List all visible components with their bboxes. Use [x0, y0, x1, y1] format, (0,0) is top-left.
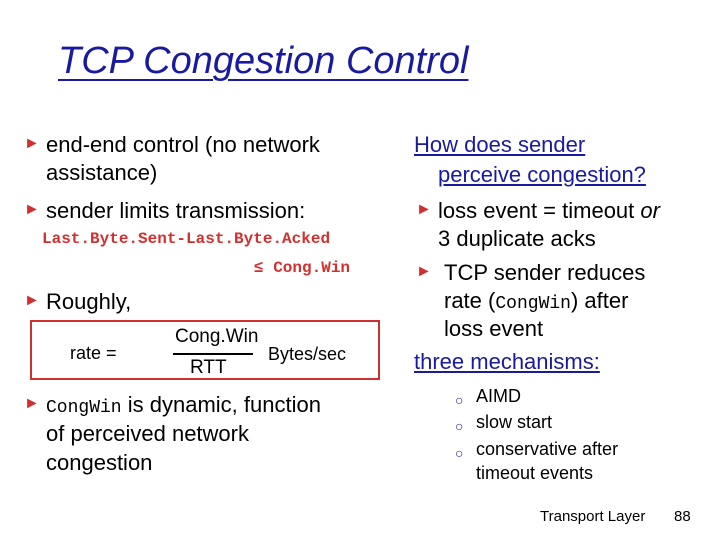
bullet-congwin-dynamic-cont1: of perceived network — [46, 421, 249, 446]
loss-event-or: or — [640, 198, 660, 223]
question-heading: How does sender — [414, 132, 586, 157]
sub-bullet-marker — [455, 418, 463, 434]
bullet-sender-limits: sender limits transmission: — [46, 198, 306, 223]
mechanisms-heading: three mechanisms: — [414, 349, 600, 374]
bullet-marker — [24, 135, 40, 153]
formula-lhs: rate = — [70, 343, 117, 363]
bullet-marker — [24, 292, 40, 310]
congwin-dynamic-text: is dynamic, function — [121, 392, 321, 417]
slide-title: TCP Congestion Control — [58, 40, 469, 82]
footer-section: Transport Layer — [540, 508, 646, 525]
bullet-marker — [24, 201, 40, 219]
bullet-marker — [416, 263, 432, 281]
mechanism-conservative-cont: timeout events — [476, 463, 594, 483]
congwin-code-right: CongWin — [495, 294, 571, 314]
bullet-end-end-control: end-end control (no network — [46, 132, 320, 157]
rate-open: rate ( — [444, 288, 496, 313]
bullet-congwin-dynamic-cont2: congestion — [46, 450, 153, 475]
formula-numerator: Cong.Win — [175, 326, 259, 347]
formula-unit: Bytes/sec — [268, 344, 347, 364]
mechanism-aimd: AIMD — [476, 386, 521, 406]
bullet-roughly: Roughly, — [46, 289, 132, 314]
bullet-loss-event — [438, 198, 660, 224]
sub-bullet-marker — [455, 392, 463, 408]
bullet-sender-reduces-cont2: loss event — [444, 316, 544, 341]
congwin-code: CongWin — [46, 398, 122, 418]
loss-event-text: loss event = timeout — [438, 198, 641, 223]
bullet-loss-event-cont: 3 duplicate acks — [438, 226, 596, 251]
bullet-sender-reduces-cont1 — [444, 288, 628, 317]
mechanism-slow-start: slow start — [476, 412, 553, 432]
rate-close: ) after — [570, 288, 629, 313]
bullet-sender-reduces: TCP sender reduces — [444, 260, 646, 285]
formula-denominator: RTT — [190, 357, 227, 378]
question-heading-cont: perceive congestion? — [438, 162, 646, 187]
bullet-end-end-control-cont: assistance) — [46, 160, 158, 185]
bullet-marker — [24, 395, 40, 413]
mechanism-conservative: conservative after — [476, 439, 619, 459]
code-line-bytes: Last.Byte.Sent-Last.Byte.Acked — [42, 230, 331, 248]
page-number: 88 — [674, 508, 691, 525]
bullet-marker — [416, 201, 432, 219]
code-line-congwin: ≤ Cong.Win — [254, 259, 351, 277]
sub-bullet-marker — [455, 445, 463, 461]
bullet-congwin-dynamic — [46, 392, 321, 421]
